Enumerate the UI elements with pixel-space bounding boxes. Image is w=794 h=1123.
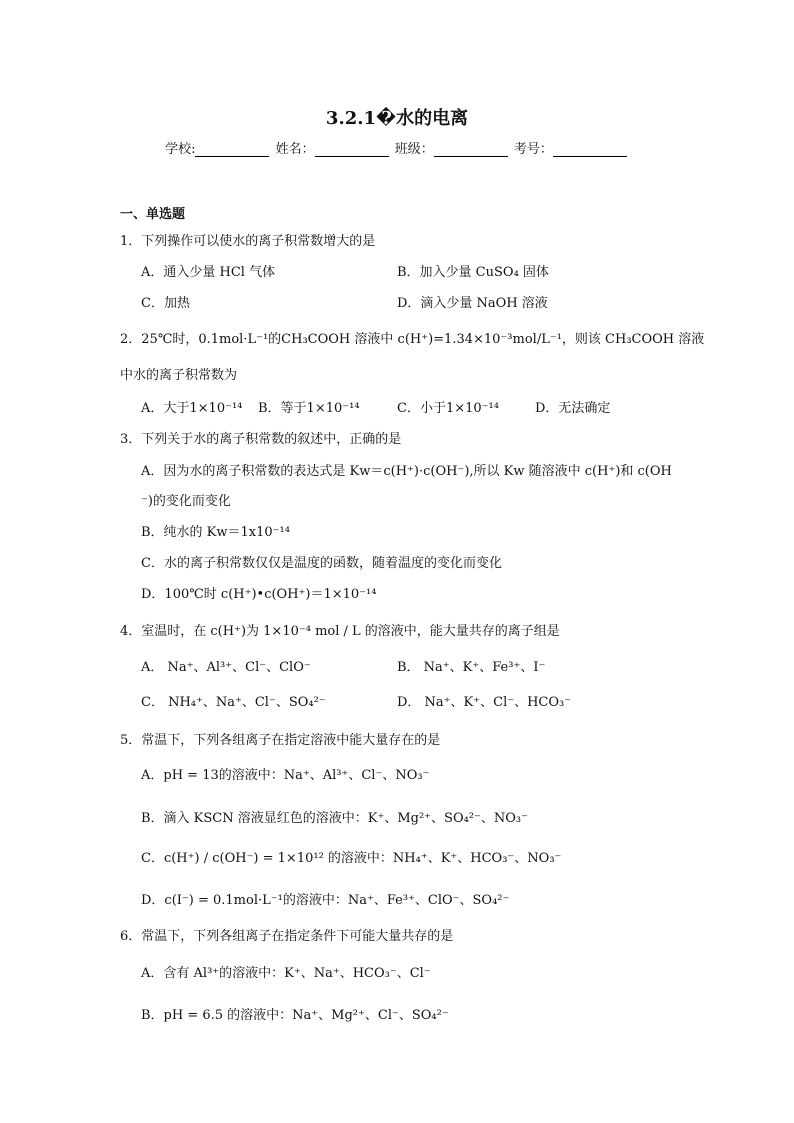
student-info xyxy=(0,138,794,157)
q2-stem-line2: 中水的离子积常数为 xyxy=(120,368,238,383)
q4-option-c: C． NH₄⁺、Na⁺、Cl⁻、SO₄²⁻ xyxy=(141,695,326,710)
q6-option-b: B．pH = 6.5 的溶液中：Na⁺、Mg²⁺、Cl⁻、SO₄²⁻ xyxy=(141,1008,449,1023)
q2-option-c: C．小于1×10⁻¹⁴ xyxy=(397,401,499,416)
q5-stem: 5．常温下，下列各组离子在指定溶液中能大量存在的是 xyxy=(120,733,441,748)
q1-option-b: B．加入少量 CuSO₄ 固体 xyxy=(397,265,549,280)
q5-option-b: B．滴入 KSCN 溶液显红色的溶液中：K⁺、Mg²⁺、SO₄²⁻、NO₃⁻ xyxy=(141,811,528,826)
q3-option-a-line1: A．因为水的离子积常数的表达式是 Kw＝c(H⁺)·c(OH⁻),所以 Kw 随溶液中 c(H⁺)和 c(OH xyxy=(141,464,672,479)
class-label: 班级： xyxy=(394,142,434,157)
q1-option-d: D．滴入少量 NaOH 溶液 xyxy=(397,296,548,311)
q2-stem-line1: 2．25℃时，0.1mol·L⁻¹的CH₃COOH 溶液中 c(H⁺)=1.34×10⁻³mol/L⁻¹，则该 CH₃COOH 溶液 xyxy=(120,332,705,347)
q5-option-a: A．pH = 13的溶液中：Na⁺、Al³⁺、Cl⁻、NO₃⁻ xyxy=(141,768,430,783)
name-label: 姓名： xyxy=(275,142,315,157)
number-label: 考号： xyxy=(513,142,553,157)
q6-stem: 6．常温下，下列各组离子在指定条件下可能大量共存的是 xyxy=(120,929,454,944)
section-heading: 一、单选题 xyxy=(120,207,186,222)
school-label: 学校: xyxy=(165,142,196,157)
q1-option-a: A．通入少量 HCl 气体 xyxy=(141,265,276,280)
q4-option-d: D． Na⁺、K⁺、Cl⁻、HCO₃⁻ xyxy=(397,695,572,710)
name-field[interactable] xyxy=(315,144,389,157)
q4-option-b: B． Na⁺、K⁺、Fe³⁺、I⁻ xyxy=(397,660,546,675)
q2-option-d: D．无法确定 xyxy=(535,401,611,416)
q2-option-b: B．等于1×10⁻¹⁴ xyxy=(258,401,360,416)
q3-stem: 3．下列关于水的离子积常数的叙述中，正确的是 xyxy=(120,432,402,447)
q6-option-a: A．含有 Al³⁺的溶液中：K⁺、Na⁺、HCO₃⁻、Cl⁻ xyxy=(141,966,431,981)
q3-option-c: C．水的离子积常数仅仅是温度的函数，随着温度的变化而变化 xyxy=(141,556,502,571)
q1-option-c: C．加热 xyxy=(141,296,190,311)
school-field[interactable] xyxy=(195,144,269,157)
q4-stem: 4．室温时，在 c(H⁺)为 1×10⁻⁴ mol / L 的溶液中，能大量共存的离子组是 xyxy=(120,624,560,639)
q5-option-c: C．c(H⁺) / c(OH⁻) = 1×10¹² 的溶液中：NH₄⁺、K⁺、HCO₃⁻、NO₃⁻ xyxy=(141,851,562,866)
class-field[interactable] xyxy=(434,144,508,157)
number-field[interactable] xyxy=(553,144,627,157)
page-title: 3.2.1�水的电离 xyxy=(325,108,469,129)
q3-option-d: D．100℃时 c(H⁺)•c(OH⁺)＝1×10⁻¹⁴ xyxy=(141,587,377,602)
q5-option-d: D．c(I⁻) = 0.1mol·L⁻¹的溶液中：Na⁺、Fe³⁺、ClO⁻、SO₄²⁻ xyxy=(141,893,510,908)
q2-option-a: A．大于1×10⁻¹⁴ xyxy=(141,401,243,416)
q1-stem: 1．下列操作可以使水的离子积常数增大的是 xyxy=(120,234,376,249)
q3-option-a-line2: ⁻)的变化而变化 xyxy=(141,494,231,509)
q4-option-a: A． Na⁺、Al³⁺、Cl⁻、ClO⁻ xyxy=(141,660,311,675)
q3-option-b: B．纯水的 Kw＝1x10⁻¹⁴ xyxy=(141,525,290,540)
